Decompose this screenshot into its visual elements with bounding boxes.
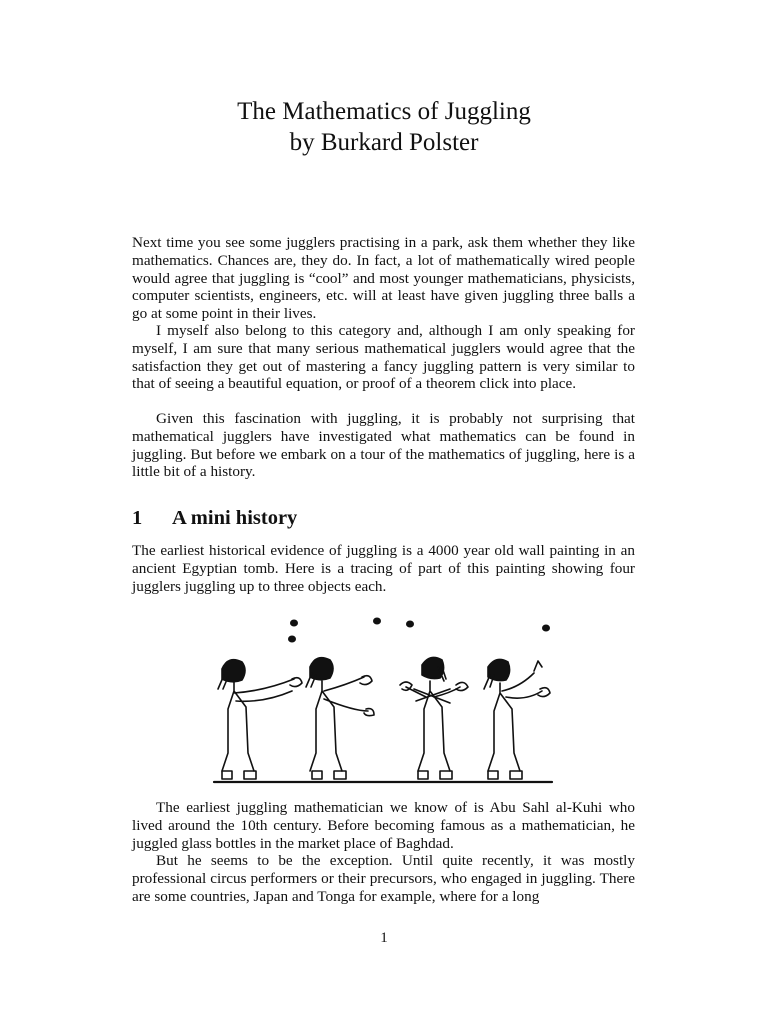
section-paragraph-2: The earliest juggling mathematician we know of is Abu Sahl al-Kuhi who lived around the 10th century. Before becoming famous as a mathematician, he juggled glass bottles in the market place of Baghdad. bbox=[132, 799, 635, 852]
ball bbox=[290, 620, 298, 627]
juggler-2 bbox=[306, 658, 374, 779]
intro-paragraph-2: I myself also belong to this category and, although I am only speaking for myself, I am sure that many serious mathematical jugglers would agree that the satisfaction they get out of mastering a fancy juggling pattern is very similar to that of seeing a beautiful equation, or proof of a theorem click into place. bbox=[132, 322, 635, 393]
ball bbox=[288, 636, 296, 643]
juggler-3 bbox=[400, 657, 468, 779]
section-number: 1 bbox=[132, 507, 143, 529]
document-author: by Burkard Polster bbox=[289, 129, 479, 156]
page-number: 1 bbox=[380, 930, 388, 946]
egyptian-jugglers-figure bbox=[200, 605, 570, 790]
section-heading bbox=[132, 505, 297, 531]
ball bbox=[406, 621, 414, 628]
document-title: The Mathematics of Juggling bbox=[237, 98, 531, 125]
juggler-1 bbox=[218, 660, 302, 779]
intro-paragraph-1: Next time you see some jugglers practising in a park, ask them whether they like mathematics. Chances are, they do. In fact, a lot of mathematically wired people would agree that juggling is “cool” and most younger mathematicians, physicists, computer scientists, engineers, etc. will at least have given juggling three balls a go at some point in their lives. bbox=[132, 234, 635, 323]
juggler-4 bbox=[484, 659, 550, 779]
juggling-balls bbox=[288, 618, 550, 643]
section-title: A mini history bbox=[172, 507, 298, 529]
ball bbox=[542, 625, 550, 632]
intro-paragraph-3: Given this fascination with juggling, it is probably not surprising that mathematical jugglers have investigated what mathematics can be found in juggling. But before we embark on a tour of the mathematics of juggling, here is a little bit of a history. bbox=[132, 410, 635, 481]
ball bbox=[373, 618, 381, 625]
section-paragraph-3: But he seems to be the exception. Until quite recently, it was mostly professional circus performers or their precursors, who engaged in juggling. There are some countries, Japan and Tonga for example, where for a long bbox=[132, 852, 635, 905]
section-paragraph-1: The earliest historical evidence of juggling is a 4000 year old wall painting in an ancient Egyptian tomb. Here is a tracing of part of this painting showing four jugglers juggling up to three objects each. bbox=[132, 542, 635, 595]
